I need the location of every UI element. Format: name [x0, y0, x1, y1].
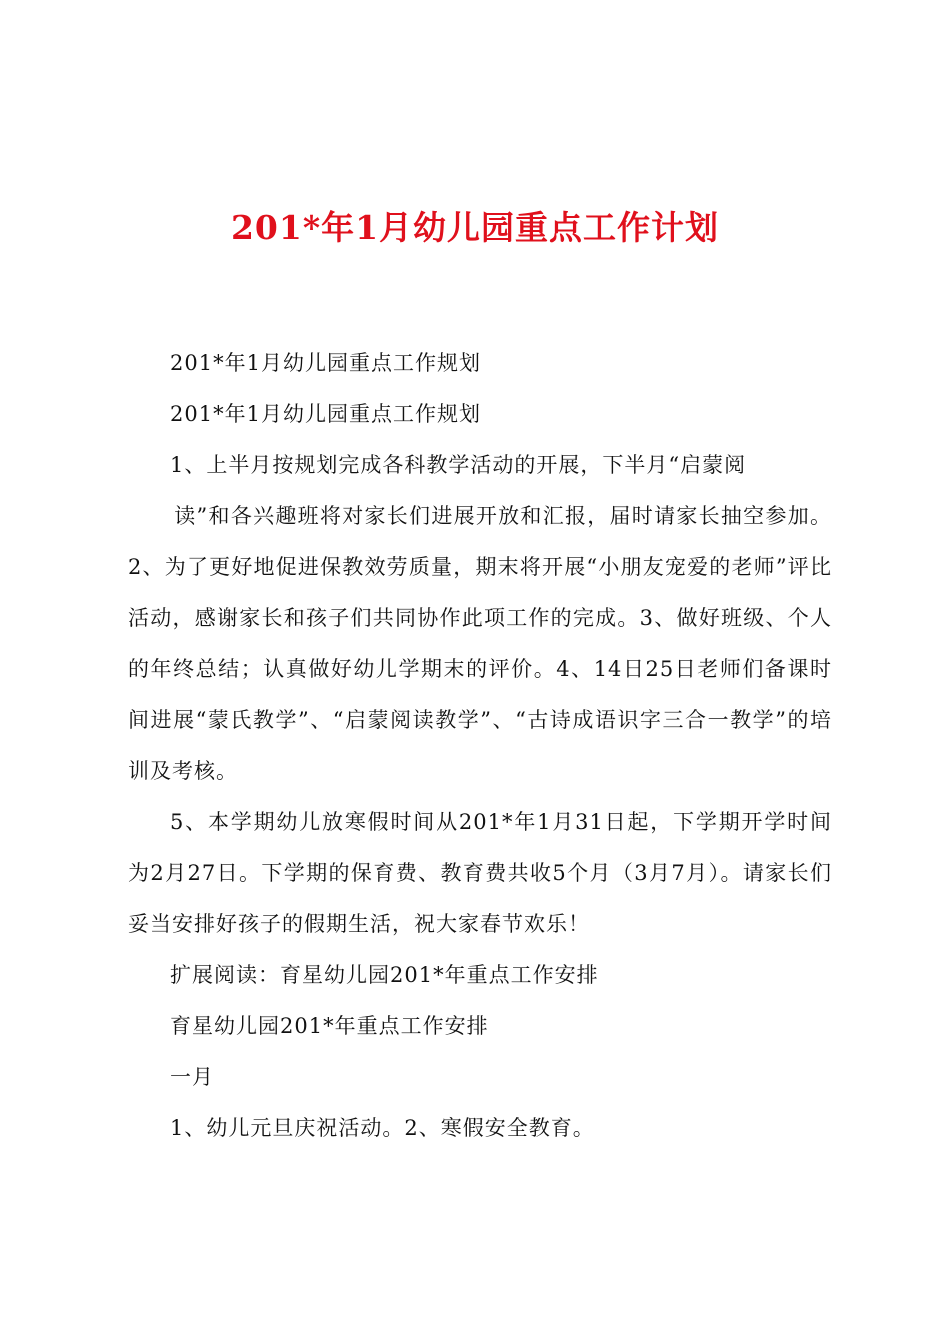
paragraph: 201*年1月幼儿园重点工作规划	[170, 402, 481, 426]
paragraph-text: 读”和各兴趣班将对家长们进展开放和汇报，届时请家长抽空参加。2、为了更好地促进保教效劳质量，期末将开展“小朋友宠爱的老师”评比活动，感谢家长和孩子们共同协作此项工作的完成。3、做好班级、个人的年终总结；认真做好幼儿学期末的评价。4、14日25日老师们备课时间进展“蒙氏教学”、“启蒙阅读教学”、“古诗成语识字三合一教学”的培训及考核。	[128, 504, 832, 783]
paragraph: 1、幼儿元旦庆祝活动。2、寒假安全教育。	[170, 1116, 595, 1140]
paragraph: 扩展阅读：育星幼儿园201*年重点工作安排	[170, 963, 599, 987]
paragraph: 5、本学期幼儿放寒假时间从201*年1月31日起，下学期开学时间为2月27日。下学期的保育费、教育费共收5个月（3月7月）。请家长们妥当安排好孩子的假期生活，祝大家春节欢乐！	[128, 810, 832, 936]
document-title: 201*年1月幼儿园重点工作计划	[230, 208, 720, 247]
paragraph: 一月	[170, 1065, 214, 1089]
paragraph: 1、上半月按规划完成各科教学活动的开展，下半月“启蒙阅	[170, 453, 747, 477]
document-body	[128, 338, 832, 1154]
paragraph	[128, 491, 832, 797]
paragraph: 育星幼儿园201*年重点工作安排	[170, 1014, 489, 1038]
paragraph: 201*年1月幼儿园重点工作规划	[170, 351, 481, 375]
